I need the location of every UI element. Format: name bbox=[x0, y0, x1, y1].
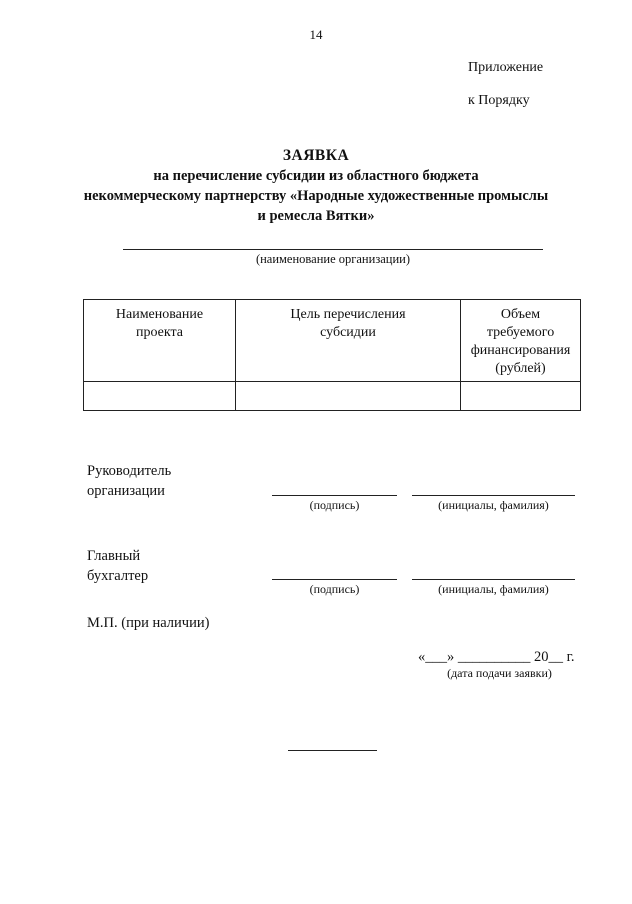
head-name-caption: (инициалы, фамилия) bbox=[438, 498, 549, 512]
seal-note: М.П. (при наличии) bbox=[87, 615, 210, 631]
head-signature-field[interactable] bbox=[272, 495, 397, 496]
header-text: (рублей) bbox=[495, 361, 546, 376]
table-row bbox=[84, 382, 581, 411]
accountant-signature-field[interactable] bbox=[272, 579, 397, 580]
accountant-label bbox=[87, 546, 148, 586]
submission-date-field[interactable]: «___» __________ 20__ г. bbox=[418, 649, 575, 665]
form-table bbox=[83, 299, 581, 411]
head-signature-caption: (подпись) bbox=[309, 498, 360, 512]
header-subsidy-purpose bbox=[236, 300, 461, 382]
page-number: 14 bbox=[309, 27, 323, 42]
head-label bbox=[87, 461, 171, 501]
table-cell-project-name[interactable] bbox=[84, 382, 236, 411]
header-project-name bbox=[84, 300, 236, 382]
header-text: субсидии bbox=[320, 325, 376, 340]
organization-name-caption: (наименование организации) bbox=[255, 252, 411, 266]
bottom-divider bbox=[288, 750, 377, 751]
head-label-line-2: организации bbox=[87, 483, 165, 499]
head-label-line-1: Руководитель bbox=[87, 463, 172, 479]
table-header-row bbox=[84, 300, 581, 382]
head-name-field[interactable] bbox=[412, 495, 575, 496]
appendix-label: Приложение bbox=[468, 60, 544, 75]
table-cell-funding-amount[interactable] bbox=[461, 382, 581, 411]
document-title-block bbox=[0, 146, 632, 226]
header-text: Наименование bbox=[115, 307, 204, 322]
accountant-name-field[interactable] bbox=[412, 579, 575, 580]
header-text: финансирования bbox=[470, 343, 571, 358]
document-title: ЗАЯВКА bbox=[282, 147, 350, 164]
accountant-name-caption: (инициалы, фамилия) bbox=[438, 582, 549, 596]
organization-name-field[interactable] bbox=[123, 249, 543, 250]
title-line-1: на перечисление субсидии из областного бюджета bbox=[153, 168, 479, 184]
title-line-3: и ремесла Вятки» bbox=[257, 208, 375, 224]
header-text: Цель перечисления bbox=[290, 307, 406, 322]
title-line-2: некоммерческому партнерству «Народные художественные промыслы bbox=[83, 188, 549, 204]
appendix-reference: к Порядку bbox=[468, 93, 530, 108]
submission-date-caption: (дата подачи заявки) bbox=[447, 666, 552, 680]
accountant-label-line-2: бухгалтер bbox=[87, 568, 149, 584]
accountant-signature-caption: (подпись) bbox=[309, 582, 360, 596]
header-text: Объем bbox=[500, 307, 541, 322]
header-text: проекта bbox=[136, 325, 183, 340]
table-cell-subsidy-purpose[interactable] bbox=[236, 382, 461, 411]
header-text: требуемого bbox=[486, 325, 555, 340]
accountant-label-line-1: Главный bbox=[87, 548, 141, 564]
header-funding-amount bbox=[461, 300, 581, 382]
